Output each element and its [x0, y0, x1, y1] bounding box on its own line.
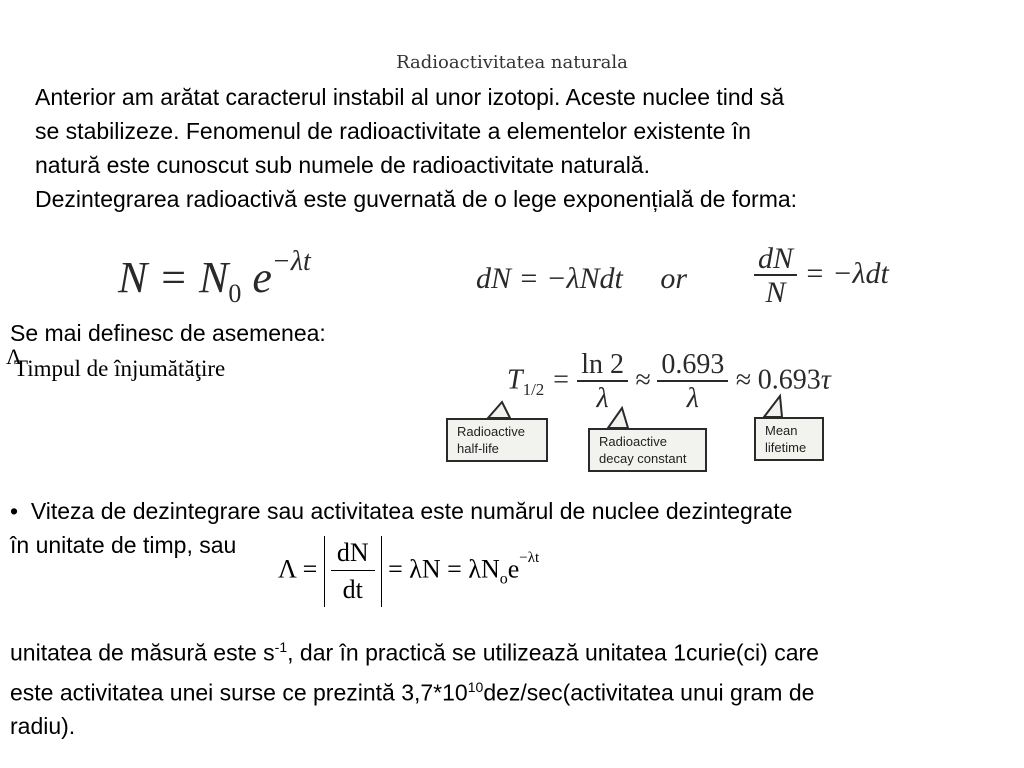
differential-decay-equation: dN = −λNdt or: [476, 262, 688, 295]
callout-mean-lifetime-line-2: lifetime: [765, 440, 807, 455]
unit-line-3: radiu).: [10, 713, 76, 740]
intro-line-2: se stabilizeze. Fenomenul de radioactivitate a elementelor existente în: [35, 118, 751, 144]
slide-title: Radioactivitatea naturala: [396, 52, 628, 73]
callout-half-life-line-1: Radioactive: [457, 424, 525, 439]
bullet-icon: •: [10, 498, 19, 524]
unit-paragraph: [10, 630, 1015, 743]
bullet-line-1: Viteza de dezintegrare sau activitatea este numărul de nuclee dezintegrate: [30, 498, 793, 524]
intro-line-1: Anterior am arătat caracterul instabil al unor izotopi. Aceste nuclee tind să: [35, 84, 785, 110]
define-text: Se mai definesc de asemenea:: [10, 320, 326, 346]
intro-line-3: natură este cunoscut sub numele de radioactivitate naturală.: [35, 152, 650, 178]
activity-equation: Λ = $\frac{dN}{dt}$ = $\lambda N = \lambda N_oe^{-\lambda t}$: [278, 536, 539, 607]
unit-line-1b: , dar în practică se utilizează unitatea 1curie(ci) care: [287, 639, 819, 666]
callout-half-life-line-2: half-life: [457, 441, 499, 456]
half-life-text: Timpul de înjumătăţire: [14, 356, 226, 381]
unit-exp-1: -1: [274, 639, 288, 655]
callout-decay-constant-line-2: decay constant: [599, 451, 687, 466]
unit-line-1a: unitatea de măsură este s: [10, 639, 275, 666]
decay-law-equation: $N = N_0$ $e^{-\lambda t}$: [118, 246, 311, 308]
callout-mean-lifetime: [754, 417, 824, 461]
callout-half-life: [446, 418, 548, 462]
lambda-symbol: Λ: [6, 344, 22, 369]
intro-line-4: Dezintegrarea radioactivă este guvernată de o lege exponențială de forma:: [35, 186, 798, 212]
unit-line-2b: dez/sec(activitatea unui gram de: [483, 679, 815, 706]
differential-ratio-equation: $\frac{dN}{N}$ = −λdt: [754, 244, 889, 308]
unit-line-2a: este activitatea unei surse ce prezintă 3,7*10: [10, 679, 468, 706]
unit-exp-2: 10: [467, 678, 484, 695]
half-life-equation: $T_{1/2}$ = $\frac{\ln 2}{\lambda}$ ≈ $\frac{0.693}{\lambda}$ ≈ 0.693τ: [507, 349, 831, 414]
callout-decay-constant: [588, 428, 707, 472]
intro-paragraph: [35, 80, 995, 216]
callout-decay-constant-line-1: Radioactive: [599, 434, 667, 449]
bullet-line-2: în unitate de timp, sau: [10, 532, 237, 558]
callout-mean-lifetime-line-1: Mean: [765, 423, 798, 438]
